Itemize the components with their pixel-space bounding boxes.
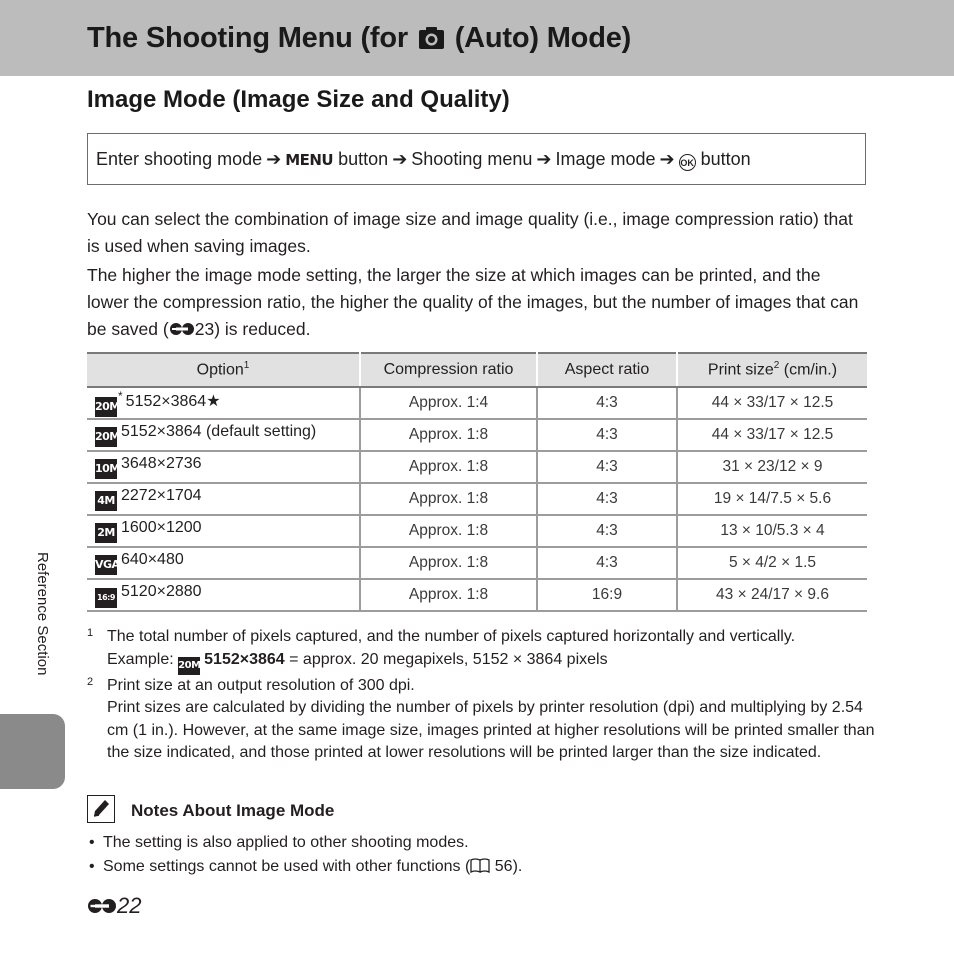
arrow-icon: ➔ <box>266 149 282 169</box>
image-mode-table <box>87 352 867 612</box>
notes-list <box>87 831 522 881</box>
compression-cell: Approx. 1:8 <box>360 451 537 483</box>
footnote-2-paragraph: Print sizes are calculated by dividing the number of pixels by printer resolution (dpi) and multiplying by 2.54 cm (1 in.). However, at the same image size, images printed at higher resolutions will be printed smaller than the size indicated, and those printed at lower resolutions will be printed larger than the size indicated. <box>107 699 875 761</box>
header-compression: Compression ratio <box>360 353 537 387</box>
side-tab-marker <box>0 714 65 789</box>
footnote-2-text: Print size at an output resolution of 300 dpi. <box>107 676 415 694</box>
camera-icon <box>418 25 445 58</box>
header-option: Option$^1$ <box>87 353 360 387</box>
option-cell <box>87 483 360 515</box>
intro-paragraph-2-end: ) is reduced. <box>214 319 311 339</box>
page-number-value: 22 <box>117 893 142 918</box>
ok-button-icon: OK <box>679 154 696 171</box>
compression-cell: Approx. 1:8 <box>360 547 537 579</box>
intro-text <box>87 206 867 345</box>
list-item: • The setting is also applied to other shooting modes. <box>87 831 522 855</box>
arrow-icon: ➔ <box>392 149 408 169</box>
arrow-icon: ➔ <box>536 149 552 169</box>
compression-cell: Approx. 1:4 <box>360 387 537 419</box>
image-mode-20m-icon: 20M <box>95 397 117 417</box>
print-size-cell: 43 × 24/17 × 9.6 <box>677 579 867 611</box>
compression-cell: Approx. 1:8 <box>360 483 537 515</box>
option-label: 5152×3864 (default setting) <box>121 423 317 440</box>
image-mode-4m-icon: 4M <box>95 491 117 511</box>
page-title <box>87 22 631 58</box>
note-text-end: ). <box>512 858 523 875</box>
aspect-cell: 4:3 <box>537 451 677 483</box>
menu-path-box <box>87 133 866 185</box>
book-icon <box>470 857 490 881</box>
footnote-1-example <box>107 649 877 675</box>
aspect-cell: 4:3 <box>537 419 677 451</box>
compression-cell: Approx. 1:8 <box>360 419 537 451</box>
aspect-cell: 4:3 <box>537 515 677 547</box>
header-aspect: Aspect ratio <box>537 353 677 387</box>
fine-mark: * <box>118 389 123 403</box>
note-pencil-icon <box>87 795 115 823</box>
example-label: Example: <box>107 650 174 668</box>
path-step-shooting-menu: Shooting menu <box>411 149 533 169</box>
print-size-cell: 31 × 23/12 × 9 <box>677 451 867 483</box>
intro-paragraph-2-text: The higher the image mode setting, the larger the size at which images can be printed, and the lower the compression ratio, the higher the quality of the images, but the number of images that can be saved ( <box>87 265 859 339</box>
page-number <box>87 893 141 919</box>
table-row <box>87 483 867 515</box>
path-step-ok-button: button <box>700 149 751 169</box>
print-size-cell: 19 × 14/7.5 × 5.6 <box>677 483 867 515</box>
option-label: 5120×2880 <box>121 582 202 600</box>
header-print-size: Print size$^2$ (cm/in.) <box>677 353 867 387</box>
aspect-cell: 4:3 <box>537 483 677 515</box>
compression-cell: Approx. 1:8 <box>360 515 537 547</box>
list-item <box>87 855 522 881</box>
table-row <box>87 579 867 611</box>
example-text: = approx. 20 megapixels, 5152 × 3864 pixels <box>289 650 608 668</box>
print-size-cell: 13 × 10/5.3 × 4 <box>677 515 867 547</box>
intro-paragraph-1: You can select the combination of image size and image quality (i.e., image compression ratio) that is used when saving images. <box>87 209 853 256</box>
option-label: 2272×1704 <box>121 487 202 504</box>
side-section-label: Reference Section <box>34 552 51 676</box>
option-cell <box>87 451 360 483</box>
table-row <box>87 451 867 483</box>
aspect-cell: 4:3 <box>537 387 677 419</box>
footnote-number: 2 <box>87 675 94 688</box>
note-text: Some settings cannot be used with other functions ( <box>103 858 471 875</box>
footnote-1-text: The total number of pixels captured, and the number of pixels captured horizontally and vertically. <box>107 628 796 645</box>
intro-page-ref: 23 <box>194 319 215 339</box>
table-row <box>87 419 867 451</box>
path-step-button: button <box>338 149 389 169</box>
table-header-row <box>87 353 867 387</box>
aspect-cell: 16:9 <box>537 579 677 611</box>
footnotes <box>87 626 877 765</box>
note-page-ref: 56 <box>494 858 513 875</box>
image-mode-20m-icon: 20M <box>95 427 117 447</box>
reference-section-icon <box>87 893 117 918</box>
option-label: 640×480 <box>121 551 184 568</box>
print-size-cell: 5 × 4/2 × 1.5 <box>677 547 867 579</box>
footnote-2 <box>87 675 877 765</box>
image-mode-2m-icon: 2M <box>95 523 117 543</box>
page-title-end: (Auto) Mode) <box>454 22 632 54</box>
table-row <box>87 387 867 419</box>
intro-paragraph-2 <box>87 262 867 343</box>
reference-section-icon <box>169 317 195 331</box>
print-size-cell: 44 × 33/17 × 12.5 <box>677 387 867 419</box>
option-cell <box>87 515 360 547</box>
path-step-image-mode: Image mode <box>555 149 656 169</box>
table-row <box>87 547 867 579</box>
option-cell <box>87 419 360 451</box>
notes-title: Notes About Image Mode <box>131 801 335 820</box>
image-mode-vga-icon: VGA <box>95 555 117 575</box>
image-mode-20m-icon: 20M <box>178 657 200 675</box>
aspect-cell: 4:3 <box>537 547 677 579</box>
option-cell <box>87 387 360 419</box>
option-cell <box>87 547 360 579</box>
image-mode-10m-icon: 10M <box>95 459 117 479</box>
menu-button-glyph: MENU <box>285 151 334 169</box>
page-title-start: The Shooting Menu (for <box>87 22 408 54</box>
footnote-number: 1 <box>87 627 94 639</box>
compression-cell: Approx. 1:8 <box>360 579 537 611</box>
footnote-1 <box>87 626 877 675</box>
example-size: 5152×3864 <box>204 650 285 668</box>
arrow-icon: ➔ <box>659 149 675 169</box>
print-size-cell: 44 × 33/17 × 12.5 <box>677 419 867 451</box>
image-mode-16-9-icon: 16:9 <box>95 588 117 608</box>
option-label: 1600×1200 <box>121 519 202 536</box>
path-step-shooting-mode: Enter shooting mode <box>96 149 263 169</box>
option-label: 3648×2736 <box>121 455 202 472</box>
table-row <box>87 515 867 547</box>
option-label: 5152×3864★ <box>125 393 221 410</box>
option-cell <box>87 579 360 611</box>
section-title: Image Mode (Image Size and Quality) <box>87 86 510 113</box>
